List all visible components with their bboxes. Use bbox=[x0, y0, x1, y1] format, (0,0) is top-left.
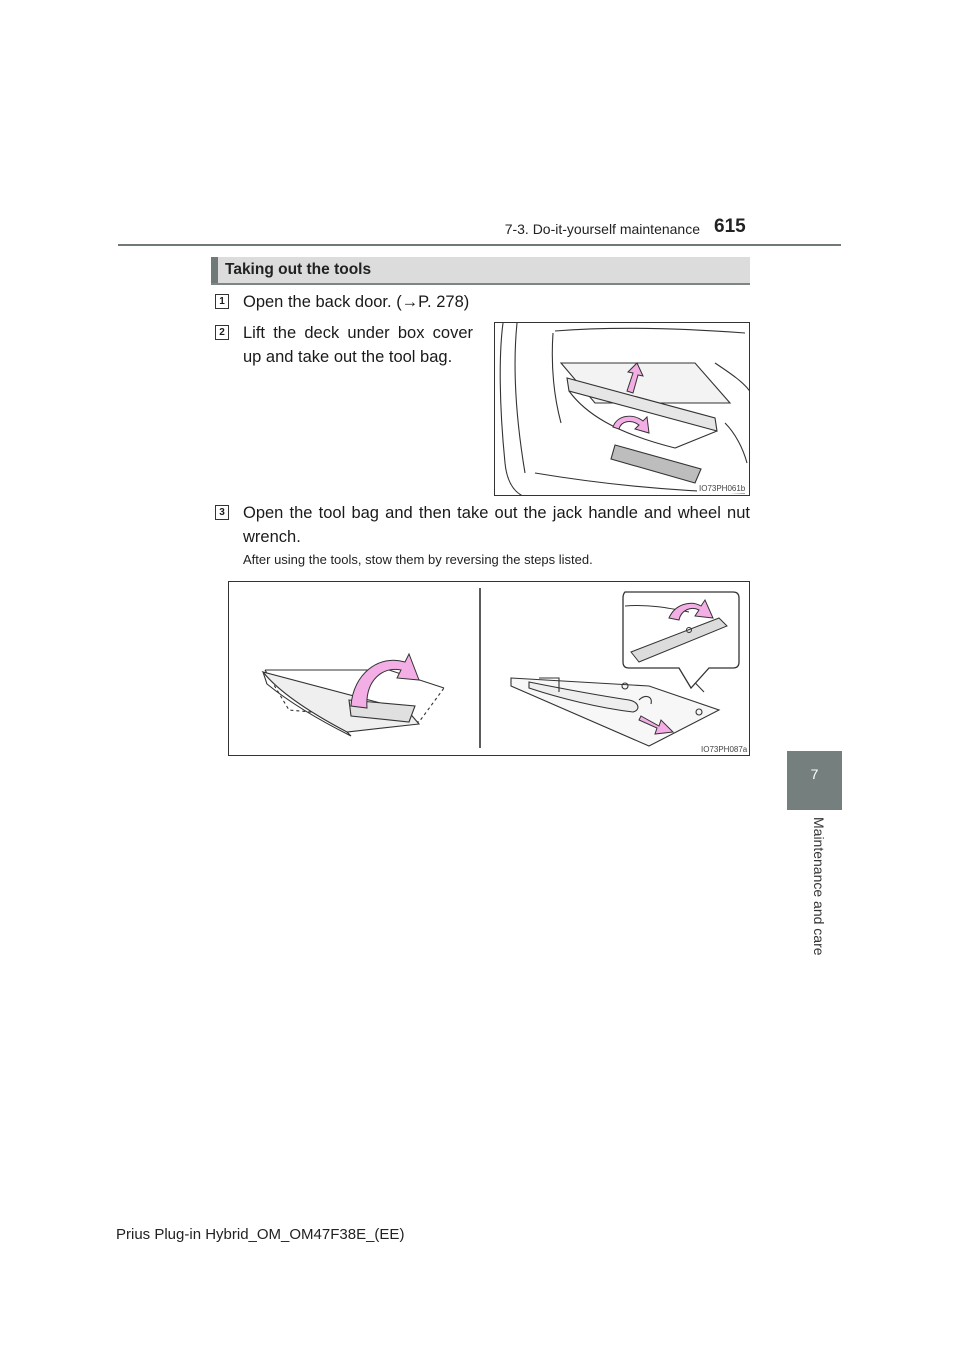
header-rule bbox=[118, 244, 841, 246]
chapter-title: Maintenance and care bbox=[811, 817, 827, 956]
step-badge-2: 2 bbox=[215, 325, 229, 340]
figure-trunk-illustration bbox=[494, 322, 750, 496]
step-3-line2: wrench. bbox=[243, 528, 301, 546]
figure-1-code: IO73PH061b bbox=[699, 484, 746, 493]
footer-document-id: Prius Plug-in Hybrid_OM_OM47F38E_(EE) bbox=[116, 1226, 405, 1243]
note-text: After using the tools, stow them by reversing the steps listed. bbox=[243, 552, 593, 567]
figure-tool-bag-illustration bbox=[228, 581, 750, 756]
trunk-drawing bbox=[495, 323, 750, 496]
step-2-line2: up and take out the tool bag. bbox=[243, 348, 453, 366]
tool-bag-drawing bbox=[229, 582, 750, 756]
step-badge-3: 3 bbox=[215, 505, 229, 520]
step-badge-1: 1 bbox=[215, 294, 229, 309]
step-1-text: Open the back door. (→P. 278) bbox=[243, 293, 470, 311]
page-number: 615 bbox=[714, 216, 746, 237]
section-header-bar bbox=[211, 257, 218, 283]
figure-2-code: IO73PH087a bbox=[701, 745, 748, 754]
step-2-line1: Lift the deck under box cover bbox=[243, 324, 473, 342]
section-title: Taking out the tools bbox=[225, 261, 372, 278]
chapter-number: 7 bbox=[810, 766, 819, 782]
step-3-line1: Open the tool bag and then take out the jack handle and wheel nut bbox=[243, 504, 750, 522]
section-header bbox=[211, 257, 750, 285]
